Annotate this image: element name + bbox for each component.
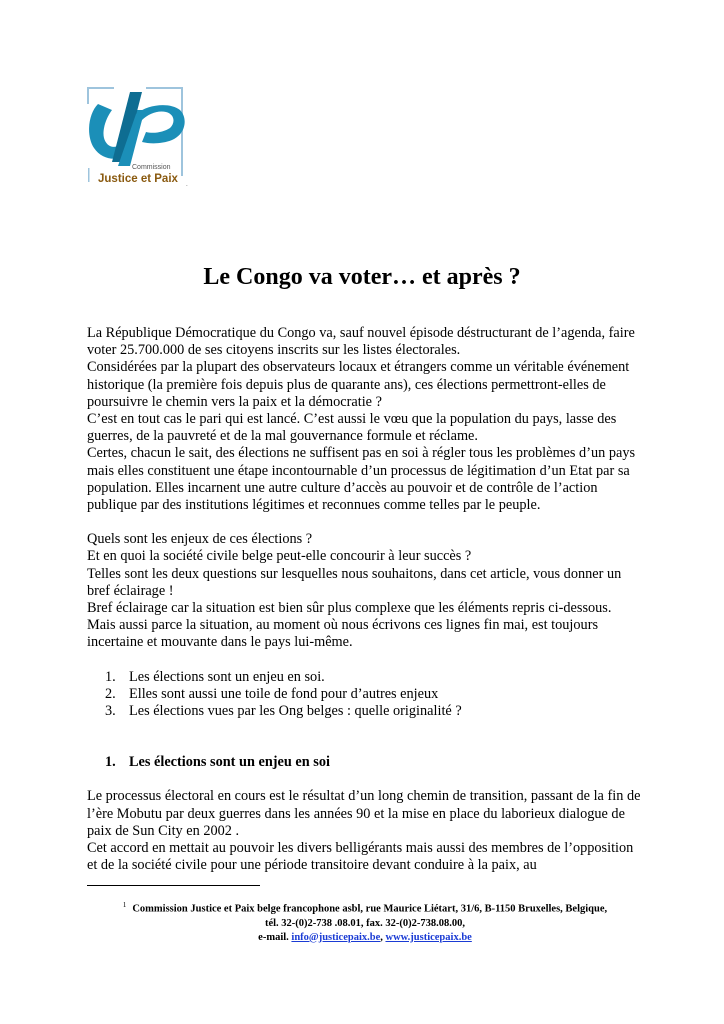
list-number: 2. (105, 685, 116, 702)
email-label: e-mail. (258, 931, 289, 943)
footnote-mark: 1 (122, 901, 127, 909)
paragraph: Certes, chacun le sait, des élections ne suffisent pas en soi à régler tous les problèmes d’un pays mais elles constituent une étape incontournable d’un processus de légitimation d’un Etat par sa population. Elles incarnent une autre culture d’accès au pouvoir et de contrôle de l’action publique par des institutions légitimes et reconnues comme telles par le peuple. (87, 445, 636, 514)
list-item (87, 703, 643, 720)
section-heading (87, 754, 643, 771)
footnote (87, 898, 643, 945)
website-link[interactable]: www.justicepaix.be (385, 931, 472, 943)
outline-list (87, 669, 643, 721)
paragraph: Considérées par la plupart des observateurs locaux et étrangers comme un véritable événement historique (la première fois depuis plus de quarante ans), ces élections permettront-elles de poursuivre le chemin vers la paix et la démocratie ? (87, 359, 630, 410)
footnote-phone: tél. 32-(0)2-738 .08.01, fax. 32-(0)2-738.08.00, (264, 917, 466, 929)
paragraph: Bref éclairage car la situation est bien sûr plus complexe que les éléments repris ci-dessous. Mais aussi parce la situation, au moment où nous écrivons ces lignes fin mai, est toujours incertaine et mouvante dans le pays lui-même. (87, 600, 612, 651)
paragraph: Et en quoi la société civile belge peut-elle concourir à leur succès ? (87, 548, 472, 565)
list-text: Les élections vues par les Ong belges : quelle originalité ? (129, 703, 462, 720)
logo-name: Justice et Paix (98, 173, 178, 185)
footnote-address: Commission Justice et Paix belge francophone asbl, rue Maurice Liétart, 31/6, B-1150 Bruxelles, Belgique, (132, 903, 608, 915)
section-number: 1. (105, 754, 116, 771)
paragraph: Telles sont les deux questions sur lesquelles nous souhaitons, dans cet article, vous donner un bref éclairage ! (87, 565, 622, 599)
list-text: Elles sont aussi une toile de fond pour d’autres enjeux (129, 685, 439, 702)
paragraph: Quels sont les enjeux de ces élections ? (87, 531, 313, 548)
paragraph: C’est en tout cas le pari qui est lancé. C’est aussi le vœu que la population du pays, lasse des guerres, de la pauvreté et de la mal gouvernance formule et réclame. (87, 411, 617, 445)
email-link[interactable]: info@justicepaix.be (291, 931, 381, 943)
footnote-separator: , (380, 931, 383, 943)
paragraph: Le processus électoral en cours est le résultat d’un long chemin de transition, passant de la fin de l’ère Mobutu par deux guerres dans les années 90 et la mise en place du laborieux dialogue de paix de Sun City en 2002 . (87, 788, 641, 839)
list-number: 1. (105, 668, 116, 685)
section-title: Les élections sont un enjeu en soi (129, 754, 330, 771)
list-item (87, 669, 643, 686)
article-body (87, 325, 643, 874)
logo-subtitle: Commission (132, 164, 171, 171)
list-item (87, 686, 643, 703)
page-title: Le Congo va voter… et après ? (203, 264, 521, 290)
paragraph: La République Démocratique du Congo va, sauf nouvel épisode déstructurant de l’agenda, faire voter 25.700.000 de ses citoyens inscrits sur les listes électorales. (87, 325, 635, 359)
list-number: 3. (105, 703, 116, 720)
logo-mark: . (186, 180, 188, 188)
list-text: Les élections sont un enjeu en soi. (129, 668, 325, 685)
footnote-divider (87, 885, 260, 886)
paragraph: Cet accord en mettait au pouvoir les divers belligérants mais aussi des membres de l’opposition et de la société civile pour une période transitoire devant conduire à la paix, au (87, 840, 634, 874)
